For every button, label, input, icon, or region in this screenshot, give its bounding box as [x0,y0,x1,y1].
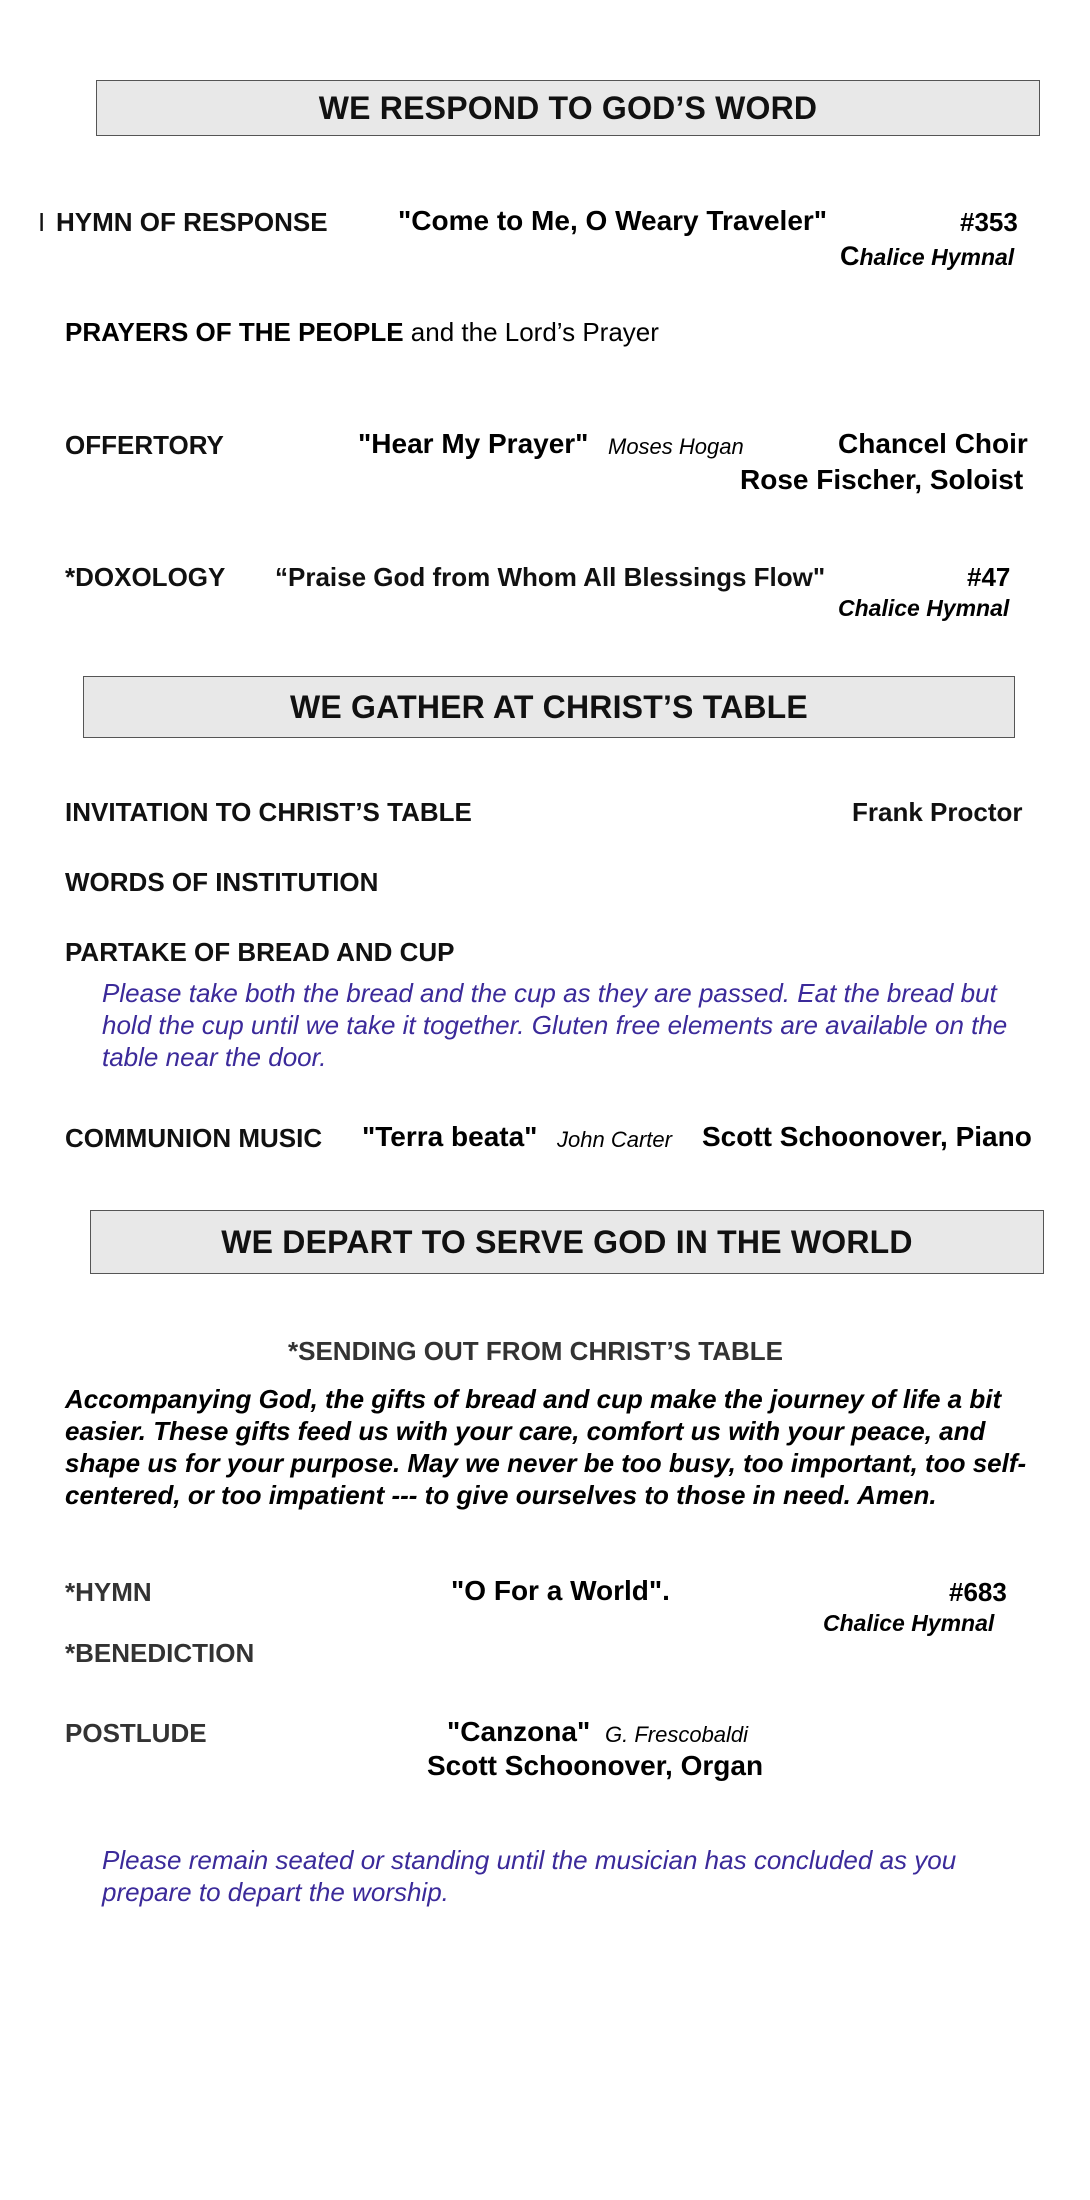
doxology-title: “Praise God from Whom All Blessings Flow" [275,562,826,592]
communion-music-row [65,1123,1065,1163]
prayers-rest: and the Lord’s Prayer [403,317,659,347]
partake-label: PARTAKE OF BREAD AND CUP [65,937,455,967]
postlude-title: "Canzona" [447,1716,591,1747]
section-heading-depart [90,1210,1044,1274]
hymnal-rest: halice Hymnal [859,244,1015,270]
communion-music-performer: Scott Schoonover, Piano [702,1121,1032,1152]
offertory-performer: Chancel Choir [838,428,1028,459]
offertory-soloist: Rose Fischer, Soloist [740,464,1024,495]
communion-music-label: COMMUNION MUSIC [65,1123,323,1153]
communion-music-composer: John Carter [557,1127,672,1152]
benediction-label: *BENEDICTION [65,1638,255,1668]
section-heading-gather [83,676,1015,738]
invitation-row [65,797,1045,833]
hymn-marker: I [38,207,46,237]
doxology-number: #47 [967,562,1011,592]
communion-music-title: "Terra beata" [362,1121,538,1152]
section-heading-respond [96,80,1040,136]
hymn-of-response-title: "Come to Me, O Weary Traveler" [398,205,828,236]
sending-out-prayer: Accompanying God, the gifts of bread and cup make the journey of life a bit easier. These gifts feed us with your care, comfort us with your peace, and shape us for your purpose. May we never be too busy, too important, too self-centered, or too impatient --- to give ourselves to those in need. Amen. [65,1384,1027,1510]
invitation-label: INVITATION TO CHRIST’S TABLE [65,797,472,827]
sending-out-label: *SENDING OUT FROM CHRIST’S TABLE [288,1336,783,1366]
offertory-row [65,430,1045,500]
section-heading-text: WE RESPOND TO GOD’S WORD [318,89,818,126]
doxology-label: *DOXOLOGY [65,562,226,592]
words-of-institution: WORDS OF INSTITUTION [65,867,379,897]
invitation-leader: Frank Proctor [852,797,1023,827]
hymn-of-response-number: #353 [960,207,1018,237]
hymn-hymnal: Chalice Hymnal [823,1610,995,1636]
hymn-title: "O For a World". [451,1575,670,1606]
hymn-of-response-row [38,207,1038,277]
hymn-of-response-label: HYMN OF RESPONSE [56,207,328,237]
hymn-number: #683 [949,1577,1007,1607]
doxology-row [65,562,1045,632]
hymn-label: *HYMN [65,1577,152,1607]
postlude-performer: Scott Schoonover, Organ [427,1750,764,1781]
partake-note: Please take both the bread and the cup as they are passed. Eat the bread but hold the cup until we take it together. Gluten free elements are available on the table near the door. [102,978,1008,1072]
offertory-label: OFFERTORY [65,430,224,460]
doxology-hymnal: Chalice Hymnal [838,595,1010,621]
section-heading-text: WE GATHER AT CHRIST’S TABLE [290,688,808,725]
hymnal-initial: C [840,241,860,271]
hymn-of-response-hymnal [840,241,1014,272]
postlude-composer: G. Frescobaldi [605,1722,749,1747]
offertory-title: "Hear My Prayer" [358,428,589,459]
hymn-row [65,1577,1045,1647]
offertory-composer: Moses Hogan [608,434,744,459]
postlude-label: POSTLUDE [65,1718,207,1748]
prayers-row [65,317,659,348]
postlude-row [65,1718,1045,1788]
closing-note: Please remain seated or standing until the musician has concluded as you prepare to depart the worship. [102,1845,957,1907]
section-heading-text: WE DEPART TO SERVE GOD IN THE WORLD [221,1223,913,1260]
prayers-label: PRAYERS OF THE PEOPLE [65,317,404,347]
